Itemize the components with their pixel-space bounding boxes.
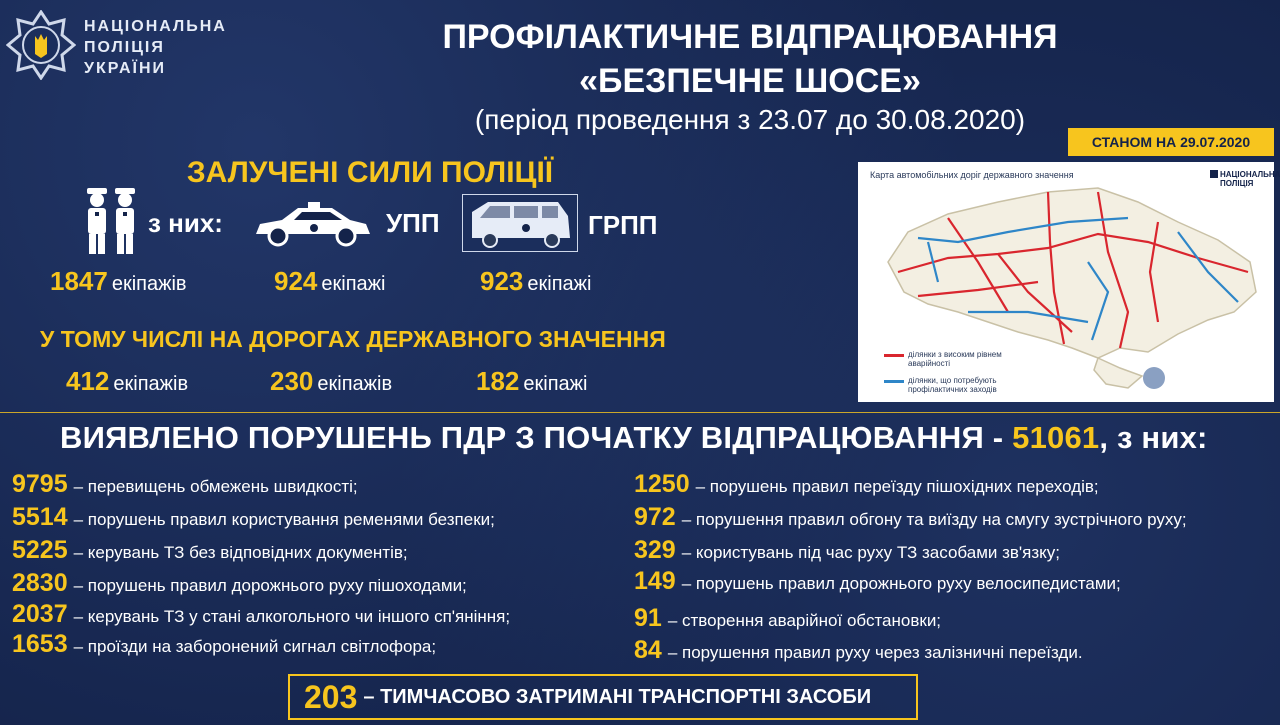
list-item: [634, 567, 1121, 596]
grpp-label: ГРПП: [588, 210, 658, 240]
crews-grpp-unit: екіпажі: [527, 273, 592, 295]
from-them-label: з них:: [148, 208, 223, 238]
detained-vehicles-box: [288, 674, 918, 720]
violation-value: 84: [634, 636, 662, 664]
violation-value: 1653: [12, 630, 68, 658]
crews-grpp-value: 923: [480, 266, 524, 296]
roads-total-unit: екіпажів: [113, 373, 189, 395]
violations-title-prefix: ВИЯВЛЕНО ПОРУШЕНЬ ПДР З ПОЧАТКУ ВІДПРАЦЮВАННЯ -: [60, 420, 1013, 455]
list-item: [634, 604, 941, 633]
roads-title: У ТОМУ ЧИСЛІ НА ДОРОГАХ ДЕРЖАВНОГО ЗНАЧЕННЯ: [40, 326, 666, 352]
roads-total-value: 412: [66, 366, 110, 396]
police-star-icon: [6, 10, 76, 80]
violation-value: 9795: [12, 470, 68, 498]
violation-text: – керувань ТЗ без відповідних документів;: [73, 543, 408, 562]
violations-title: [60, 420, 1208, 456]
violation-text: – порушення правил руху через залізничні переїзди.: [667, 643, 1083, 662]
violations-total: 51061: [1012, 420, 1100, 455]
list-item: [12, 630, 436, 659]
violation-text: – користувань під час руху ТЗ засобами зв'язку;: [681, 543, 1061, 562]
page-title-line-2: «БЕЗПЕЧНЕ ШОСЕ»: [579, 62, 921, 100]
detained-text: – ТИМЧАСОВО ЗАТРИМАНІ ТРАНСПОРТНІ ЗАСОБИ: [363, 685, 872, 708]
crews-total-stat: [50, 266, 187, 297]
violation-value: 91: [634, 604, 662, 632]
legend-red-label: ділянки з високим рівнем аварійності: [908, 350, 1002, 368]
map-logo-line-1: НАЦІОНАЛЬНА: [1220, 170, 1280, 179]
list-item: [12, 503, 495, 532]
roads-grpp-value: 182: [476, 366, 520, 396]
logo-line-3: УКРАЇНИ: [84, 60, 167, 77]
list-item: [634, 470, 1099, 499]
legend-blue-line: [884, 380, 904, 383]
roads-upp-stat: [270, 366, 392, 397]
violation-value: 329: [634, 536, 676, 564]
violation-text: – проїзди на заборонений сигнал світлофора;: [73, 637, 437, 656]
violation-text: – керувань ТЗ у стані алкогольного чи іншого сп'яніння;: [73, 607, 511, 626]
logo-line-1: НАЦІОНАЛЬНА: [84, 18, 227, 35]
violation-text: – створення аварійної обстановки;: [667, 611, 942, 630]
crews-total-unit: екіпажів: [111, 273, 187, 295]
violation-value: 972: [634, 503, 676, 531]
upp-label: УПП: [386, 208, 440, 238]
roads-upp-unit: екіпажів: [317, 373, 393, 395]
crews-upp-stat: [274, 266, 385, 297]
section-divider: [0, 412, 1280, 413]
violation-text: – порушень правил користування ременями безпеки;: [73, 510, 495, 529]
violation-value: 2830: [12, 569, 68, 597]
page-title-line-1: ПРОФІЛАКТИЧНЕ ВІДПРАЦЮВАННЯ: [442, 18, 1058, 56]
detained-value: 203: [304, 678, 358, 715]
list-item: [12, 536, 408, 565]
violation-text: – порушень правил дорожнього руху пішоходами;: [73, 576, 467, 595]
violation-value: 2037: [12, 600, 68, 628]
list-item: [634, 636, 1083, 665]
violation-value: 149: [634, 567, 676, 595]
violation-text: – порушень правил переїзду пішохідних переходів;: [695, 477, 1099, 496]
map-logo-line-2: ПОЛІЦІЯ: [1220, 179, 1254, 188]
road-map: [858, 162, 1280, 402]
patrol-van-icon: [462, 194, 578, 252]
patrol-car-icon: [252, 200, 374, 248]
forces-title: ЗАЛУЧЕНІ СИЛИ ПОЛІЦІЇ: [186, 156, 554, 189]
roads-grpp-unit: екіпажі: [523, 373, 588, 395]
period-subtitle: (період проведення з 23.07 до 30.08.2020): [474, 104, 1026, 135]
logo-line-2: ПОЛІЦІЯ: [84, 39, 165, 56]
list-item: [12, 600, 510, 629]
list-item: [634, 536, 1060, 565]
as-of-badge: СТАНОМ НА 29.07.2020: [1068, 128, 1274, 156]
list-item: [12, 470, 358, 499]
crews-upp-unit: екіпажі: [321, 273, 386, 295]
crews-upp-value: 924: [274, 266, 318, 296]
crews-grpp-stat: [480, 266, 591, 297]
roads-grpp-stat: [476, 366, 587, 397]
police-logo: [6, 6, 246, 86]
violation-text: – перевищень обмежень швидкості;: [73, 477, 358, 496]
list-item: [634, 503, 1187, 532]
violation-value: 5225: [12, 536, 68, 564]
legend-blue-label: ділянки, що потребують профілактичних заходів: [908, 376, 997, 394]
logo-text: [84, 16, 227, 79]
list-item: [12, 569, 467, 598]
roads-upp-value: 230: [270, 366, 314, 396]
violation-value: 5514: [12, 503, 68, 531]
violation-text: – порушень правил дорожнього руху велосипедистами;: [681, 574, 1121, 593]
crews-total-value: 1847: [50, 266, 108, 296]
police-officers-icon: [84, 184, 140, 256]
map-logo-text: [1220, 170, 1280, 188]
map-title: Карта автомобільних доріг державного значення: [870, 170, 1074, 180]
legend-red-line: [884, 354, 904, 357]
violation-value: 1250: [634, 470, 690, 498]
violation-text: – порушення правил обгону та виїзду на смугу зустрічного руху;: [681, 510, 1187, 529]
roads-total-stat: [66, 366, 188, 397]
violations-title-suffix: , з них:: [1099, 420, 1208, 455]
